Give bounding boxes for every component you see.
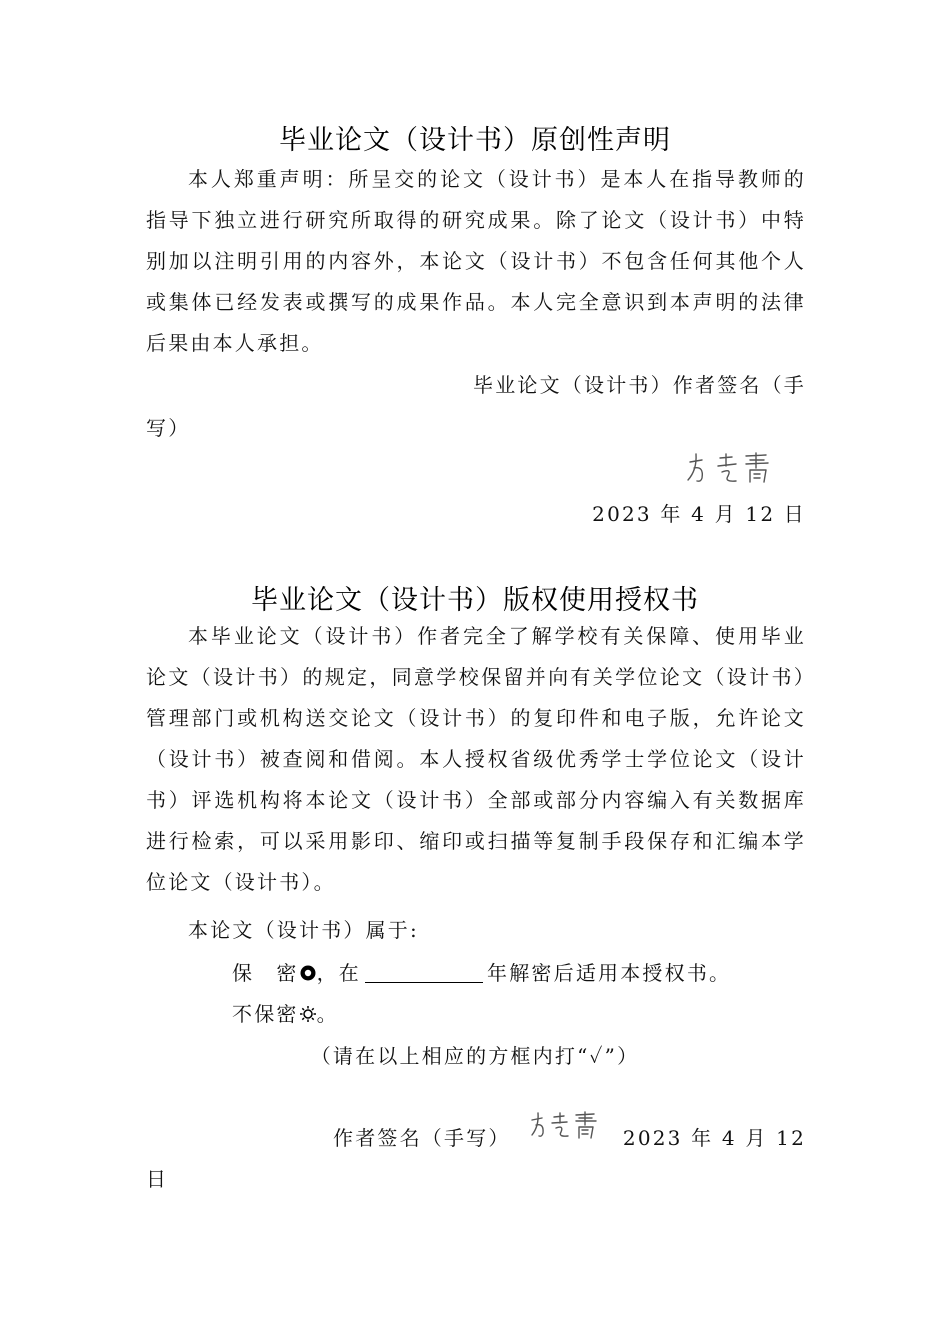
authorization-date: 2023 年 4 月 12 [622,1126,806,1150]
option-public [232,998,339,1028]
author-signature-label: 作者签名（手写） [333,1126,511,1150]
author-handwritten-signature [526,1108,602,1144]
public-checkbox[interactable] [299,1004,317,1028]
confidential-checkbox[interactable] [299,963,317,987]
authorization-body: 本毕业论文（设计书）作者完全了解学校有关保障、使用毕业论文（设计书）的规定，同意学校保留并向有关学位论文（设计书）管理部门或机构送交论文（设计书）的复印件和电子版，允许论文（设计书）被查阅和借阅。本人授权省级优秀学士学位论文（设计书）评选机构将本论文（设计书）全部或部分内容编入有关数据库进行检索，可以采用影印、缩印或扫描等复制手段保存和汇编本学位论文（设计书）。 [146,624,806,894]
declaration-date: 2023 年 4 月 12 日 [592,502,806,526]
option-confidential [232,957,731,987]
option-public-label: 不保密 [232,1002,299,1026]
declaration-body: 本人郑重声明：所呈交的论文（设计书）是本人在指导教师的指导下独立进行研究所取得的研究成果。除了论文（设计书）中特别加以注明引用的内容外，本论文（设计书）不包含任何其他个人或集体已经发表或撰写的成果作品。本人完全意识到本声明的法律后果由本人承担。 [146,167,806,355]
declaration-signature-label-cont: 写） [146,416,191,440]
option-public-end: 。 [316,1002,339,1026]
authorization-title: 毕业论文（设计书）版权使用授权书 [251,585,699,616]
option-confidential-text-a: ，在 [316,961,362,985]
authorization-date-day: 日 [146,1167,169,1191]
declaration-handwritten-signature [680,448,780,490]
option-confidential-text-b: 年解密后适用本授权书。 [487,961,732,985]
declaration-signature-label: 毕业论文（设计书）作者签名（手 [473,373,806,397]
option-confidential-label: 保 密 [232,961,299,985]
sun-icon [299,1005,317,1023]
decrypt-year-blank[interactable] [365,962,483,983]
declaration-title: 毕业论文（设计书）原创性声明 [279,125,671,156]
filled-circle-icon [299,964,317,982]
belongs-label: 本论文（设计书）属于: [188,918,419,942]
checkmark-instruction: （请在以上相应的方框内打“✓”） [310,1044,640,1068]
